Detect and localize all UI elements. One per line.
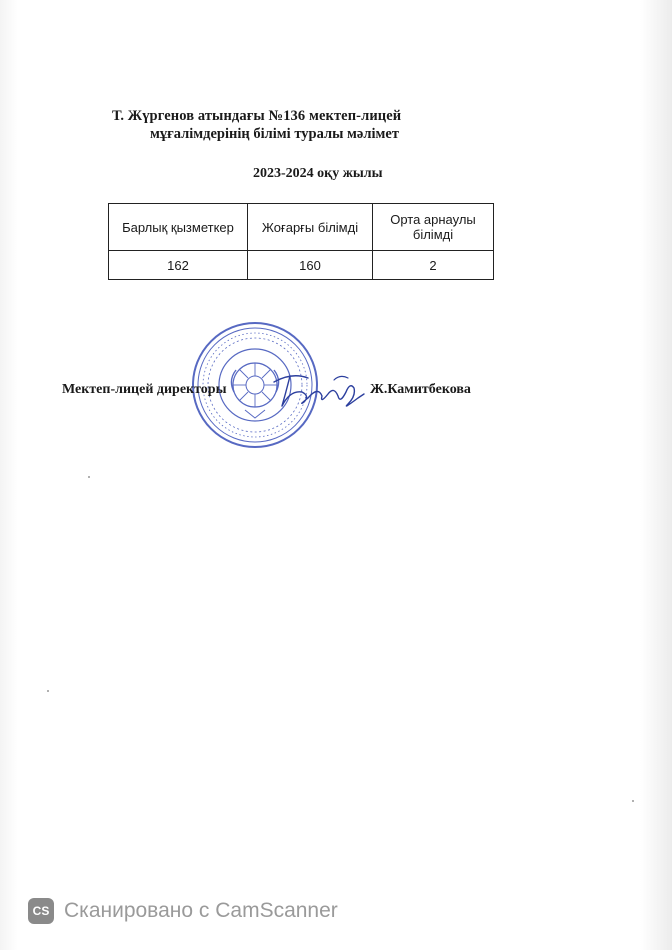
header-secondary-special: Орта арнаулы білімді [373, 204, 494, 251]
header-total-staff: Барлық қызметкер [109, 204, 248, 251]
scan-speck [47, 690, 49, 692]
camscanner-logo-icon: CS [28, 898, 54, 924]
director-name: Ж.Камитбекова [370, 382, 471, 397]
header-higher-education: Жоғарғы білімді [248, 204, 373, 251]
signature-block [62, 382, 622, 406]
scan-speck [632, 800, 634, 802]
scan-speck [88, 476, 90, 478]
academic-year: 2023-2024 оқу жылы [253, 166, 383, 181]
document-title-line1: Т. Жүргенов атындағы №136 мектеп-лицей [112, 108, 402, 124]
camscanner-watermark [28, 896, 428, 926]
watermark-text: Сканировано с CamScanner [64, 899, 338, 922]
table-row [109, 251, 494, 280]
document-title-line2: мұғалімдерінің білімі туралы мәлімет [150, 126, 399, 142]
cell-secondary-special: 2 [373, 251, 494, 280]
director-role: Мектеп-лицей директоры [62, 382, 227, 397]
table-header-row [109, 204, 494, 251]
cell-total-staff: 162 [109, 251, 248, 280]
cell-higher-education: 160 [248, 251, 373, 280]
staff-education-table [108, 203, 494, 280]
